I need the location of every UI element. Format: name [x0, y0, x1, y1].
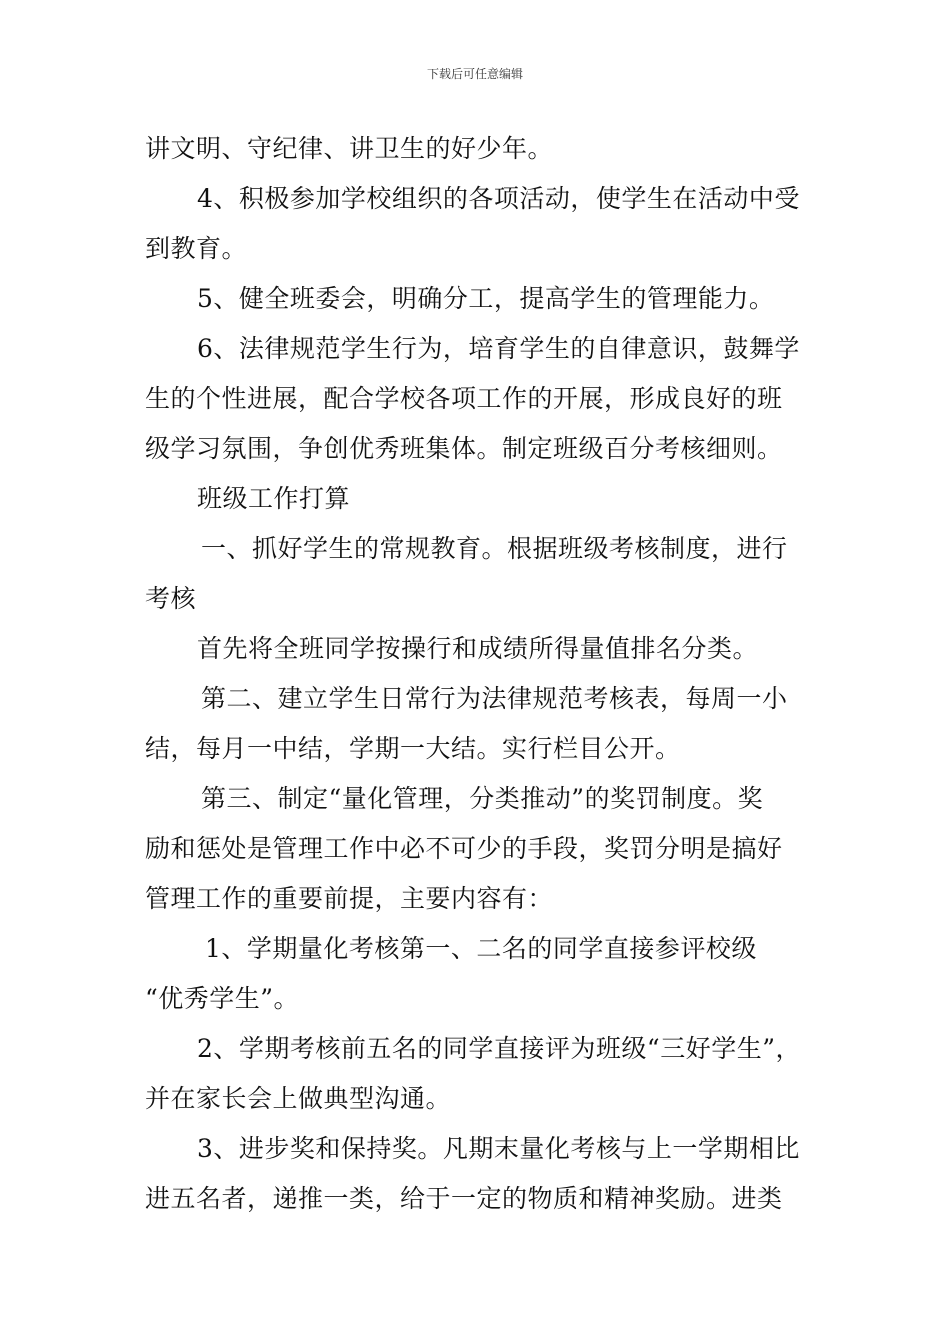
text-line: 到教育。 — [145, 234, 248, 263]
text-line: 第二、建立学生日常行为法律规范考核表，每周一小 — [201, 684, 788, 713]
text-line: 1、学期量化考核第一、二名的同学直接参评校级 — [205, 934, 757, 963]
text-line: 6、法律规范学生行为，培育学生的自律意识，鼓舞学 — [197, 334, 800, 363]
text-line: 5、健全班委会，明确分工，提高学生的管理能力。 — [197, 284, 775, 313]
page-header: 下载后可任意编辑 — [426, 67, 523, 81]
text-line: 级学习氛围，争创优秀班集体。制定班级百分考核细则。 — [145, 434, 783, 463]
text-line: 生的个性进展，配合学校各项工作的开展，形成良好的班 — [145, 384, 783, 413]
text-line: “优秀学生”。 — [145, 984, 300, 1013]
section-heading: 班级工作打算 — [197, 484, 351, 513]
text-line: 一、抓好学生的常规教育。根据班级考核制度，进行 — [201, 534, 788, 563]
text-line: 进五名者，递推一类，给于一定的物质和精神奖励。进类 — [145, 1184, 783, 1213]
text-line: 3、进步奖和保持奖。凡期末量化考核与上一学期相比 — [197, 1134, 800, 1163]
text-line: 4、积极参加学校组织的各项活动，使学生在活动中受 — [197, 184, 800, 213]
text-line: 讲文明、守纪律、讲卫生的好少年。 — [145, 134, 554, 163]
text-line: 第三、制定“量化管理，分类推动”的奖罚制度。奖 — [201, 784, 764, 813]
text-line: 考核 — [145, 584, 197, 613]
text-line: 励和惩处是管理工作中必不可少的手段，奖罚分明是搞好 — [145, 834, 783, 863]
document-body — [145, 124, 810, 1224]
text-line: 结，每月一中结，学期一大结。实行栏目公开。 — [145, 734, 681, 763]
text-line: 管理工作的重要前提，主要内容有： — [145, 884, 554, 913]
text-line: 并在家长会上做典型沟通。 — [145, 1084, 452, 1113]
text-line: 2、学期考核前五名的同学直接评为班级“三好学生”， — [197, 1034, 801, 1063]
text-line: 首先将全班同学按操行和成绩所得量值排名分类。 — [197, 634, 759, 663]
